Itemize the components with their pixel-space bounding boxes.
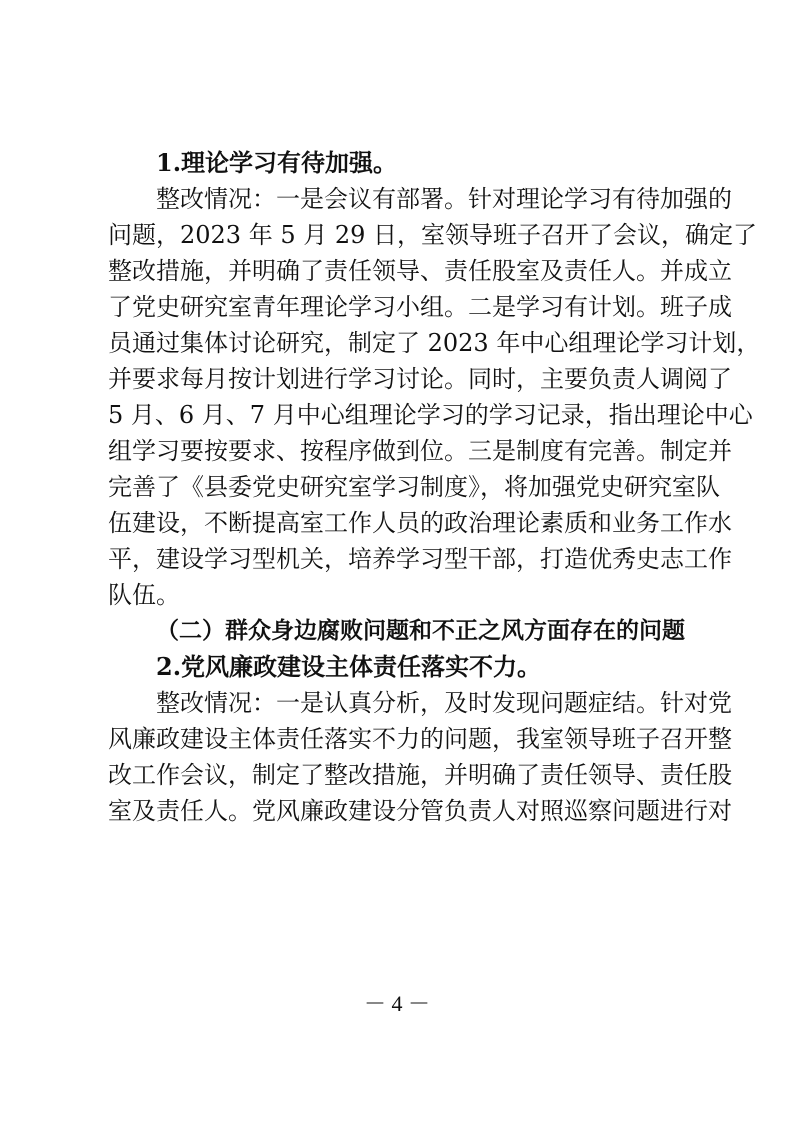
paragraph-line: 了党史研究室青年理论学习小组。二是学习有计划。班子成 — [108, 293, 732, 321]
paragraph-line: 组学习要按要求、按程序做到位。三是制度有完善。制定并 — [108, 437, 732, 465]
section-1-heading: 1.理论学习有待加强。 — [156, 148, 398, 177]
page-number: － 4 － — [363, 991, 430, 1016]
section-2-paragraph — [108, 685, 732, 829]
paragraph-line: 风廉政建设主体责任落实不力的问题，我室领导班子召开整 — [108, 725, 732, 753]
paragraph-line: 改工作会议，制定了整改措施，并明确了责任领导、责任股 — [108, 761, 732, 789]
document-body — [108, 145, 761, 829]
paragraph-line: 整改情况：一是认真分析，及时发现问题症结。针对党 — [156, 689, 732, 717]
section-2-heading: 2.党风廉政建设主体责任落实不力。 — [156, 652, 542, 681]
paragraph-line: 队伍。 — [108, 581, 180, 609]
paragraph-line: 室及责任人。党风廉政建设分管负责人对照巡察问题进行对 — [108, 797, 732, 825]
paragraph-line: 整改情况：一是会议有部署。针对理论学习有待加强的 — [156, 185, 732, 213]
paragraph-line: 伍建设，不断提高室工作人员的政治理论素质和业务工作水 — [108, 509, 732, 537]
section-1-paragraph — [108, 181, 761, 613]
paragraph-line: 完善了《县委党史研究室学习制度》，将加强党史研究室队 — [108, 473, 720, 501]
paragraph-line: 员通过集体讨论研究，制定了 2023 年中心组理论学习计划， — [108, 329, 761, 357]
paragraph-line: 平，建设学习型机关，培养学习型干部，打造优秀史志工作 — [108, 545, 732, 573]
paragraph-line: 问题，2023 年 5 月 29 日，室领导班子召开了会议，确定了 — [108, 221, 758, 249]
paragraph-line: 5 月、6 月、7 月中心组理论学习的学习记录，指出理论中心 — [108, 401, 753, 429]
paragraph-line: 并要求每月按计划进行学习讨论。同时，主要负责人调阅了 — [108, 365, 732, 393]
paragraph-line: 整改措施，并明确了责任领导、责任股室及责任人。并成立 — [108, 257, 732, 285]
subsection-heading: （二）群众身边腐败问题和不正之风方面存在的问题 — [156, 618, 685, 644]
